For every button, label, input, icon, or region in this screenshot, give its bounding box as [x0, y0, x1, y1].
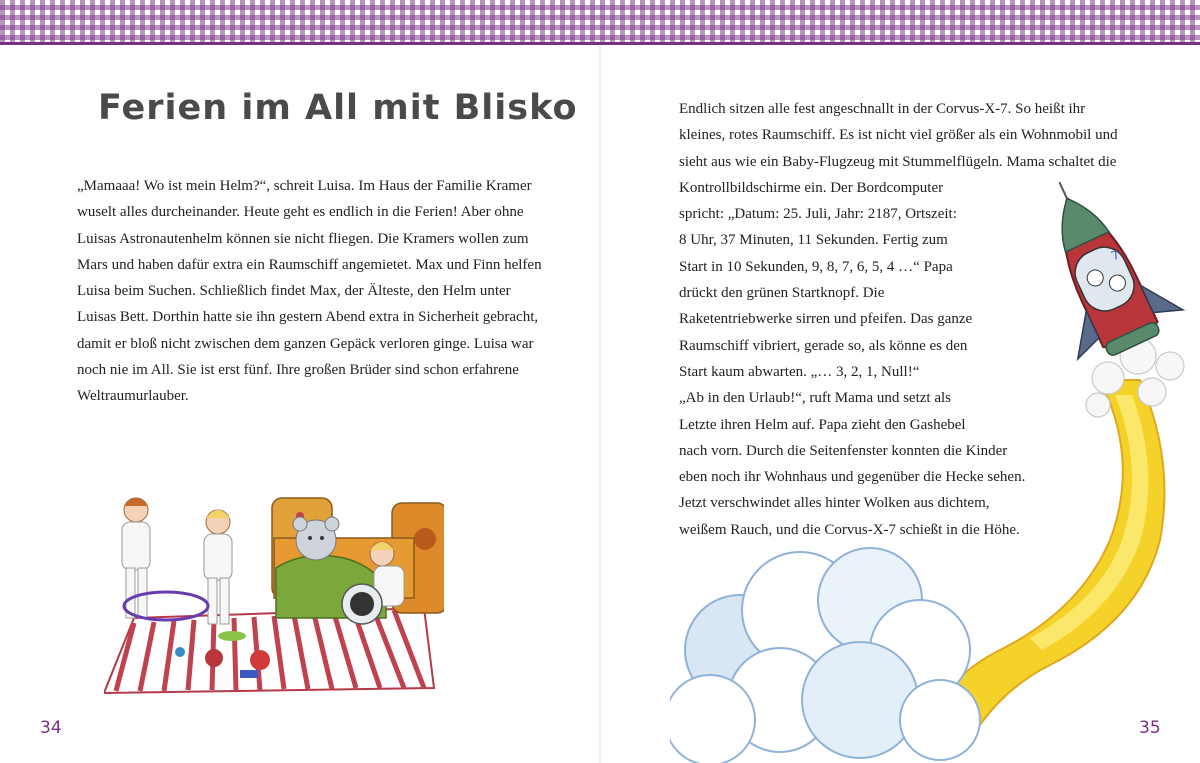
text-line: Endlich sitzen alle fest angeschnallt in der Corvus-X-7. So heißt ihr — [679, 101, 1086, 117]
left-story-text — [77, 173, 547, 410]
text-line: eben noch ihr Wohnhaus und gegenüber die Hecke sehen. — [679, 469, 1026, 486]
page-number-right: 35 — [1139, 718, 1161, 738]
page-title: Ferien im All mit Blisko — [98, 88, 578, 128]
smoke-clouds — [670, 548, 980, 763]
text-line: weißem Rauch, und die Corvus-X-7 schießt in die Höhe. — [679, 521, 1020, 538]
book-spine — [599, 45, 601, 763]
text-line: Kontrollbildschirme ein. Der Bordcomputer — [679, 179, 944, 196]
text-line: nach vorn. Durch die Seitenfenster konnten die Kinder — [679, 442, 1008, 459]
text-line: kleines, rotes Raumschiff. Es ist nicht viel größer als ein Wohnmobil und — [679, 127, 1118, 144]
text-line: sieht aus wie ein Baby-Flugzeug mit Stummelflügeln. Mama schaltet die — [679, 153, 1117, 170]
text-line: Letzte ihren Helm auf. Papa zieht den Gashebel — [679, 416, 966, 433]
text-line: Start kaum abwarten. „… 3, 2, 1, Null!“ — [679, 363, 920, 380]
rocket-illustration — [670, 180, 1200, 763]
hula-hoop — [124, 592, 208, 620]
text-line: spricht: „Datum: 25. Juli, Jahr: 2187, Ortszeit: — [679, 206, 957, 223]
text-line: Raketentriebwerke sirren und pfeifen. Das ganze — [679, 311, 973, 328]
gingham-border — [0, 0, 1200, 45]
text-line: Start in 10 Sekunden, 9, 8, 7, 6, 5, 4 …“ Papa — [679, 258, 953, 275]
text-line: „Ab in den Urlaub!“, ruft Mama und setzt als — [679, 390, 951, 407]
text-line: Raumschiff vibriert, gerade so, als könne es den — [679, 337, 968, 354]
page-number-left: 34 — [40, 718, 62, 738]
bedroom-illustration — [104, 488, 444, 700]
left-paragraph: „Mamaaa! Wo ist mein Helm?“, schreit Luisa. Im Haus der Familie Kramer wuselt alles durcheinander. Heute geht es endlich in die Ferien! Aber ohne Luisas Astronautenhelm können sie nicht fliegen. Die Kramers wollen zum Mars und haben dafür extra ein Raumschiff angemietet. Max und Finn helfen Luisa beim Suchen. Schließlich findet Max, der Älteste, den Helm unter Luisas Bett. Dorthin hatte sie ihn gestern Abend extra in Sicherheit gebracht, damit er bloß nicht zwischen dem ganzen Gepäck verloren ginge. Luisa war noch nie im All. Sie ist erst fünf. Ihre großen Brüder sind schon erfahrene Weltraumurlauber. — [77, 178, 542, 405]
rocket-number: 7 — [1108, 247, 1122, 264]
text-line: Jetzt verschwindet alles hinter Wolken aus dichtem, — [679, 495, 990, 512]
text-line: drückt den grünen Startknopf. Die — [679, 285, 885, 302]
rocket-corvus-x7 — [1007, 180, 1188, 370]
flame-inner — [1030, 395, 1148, 650]
text-line: 8 Uhr, 37 Minuten, 11 Sekunden. Fertig zum — [679, 232, 948, 249]
